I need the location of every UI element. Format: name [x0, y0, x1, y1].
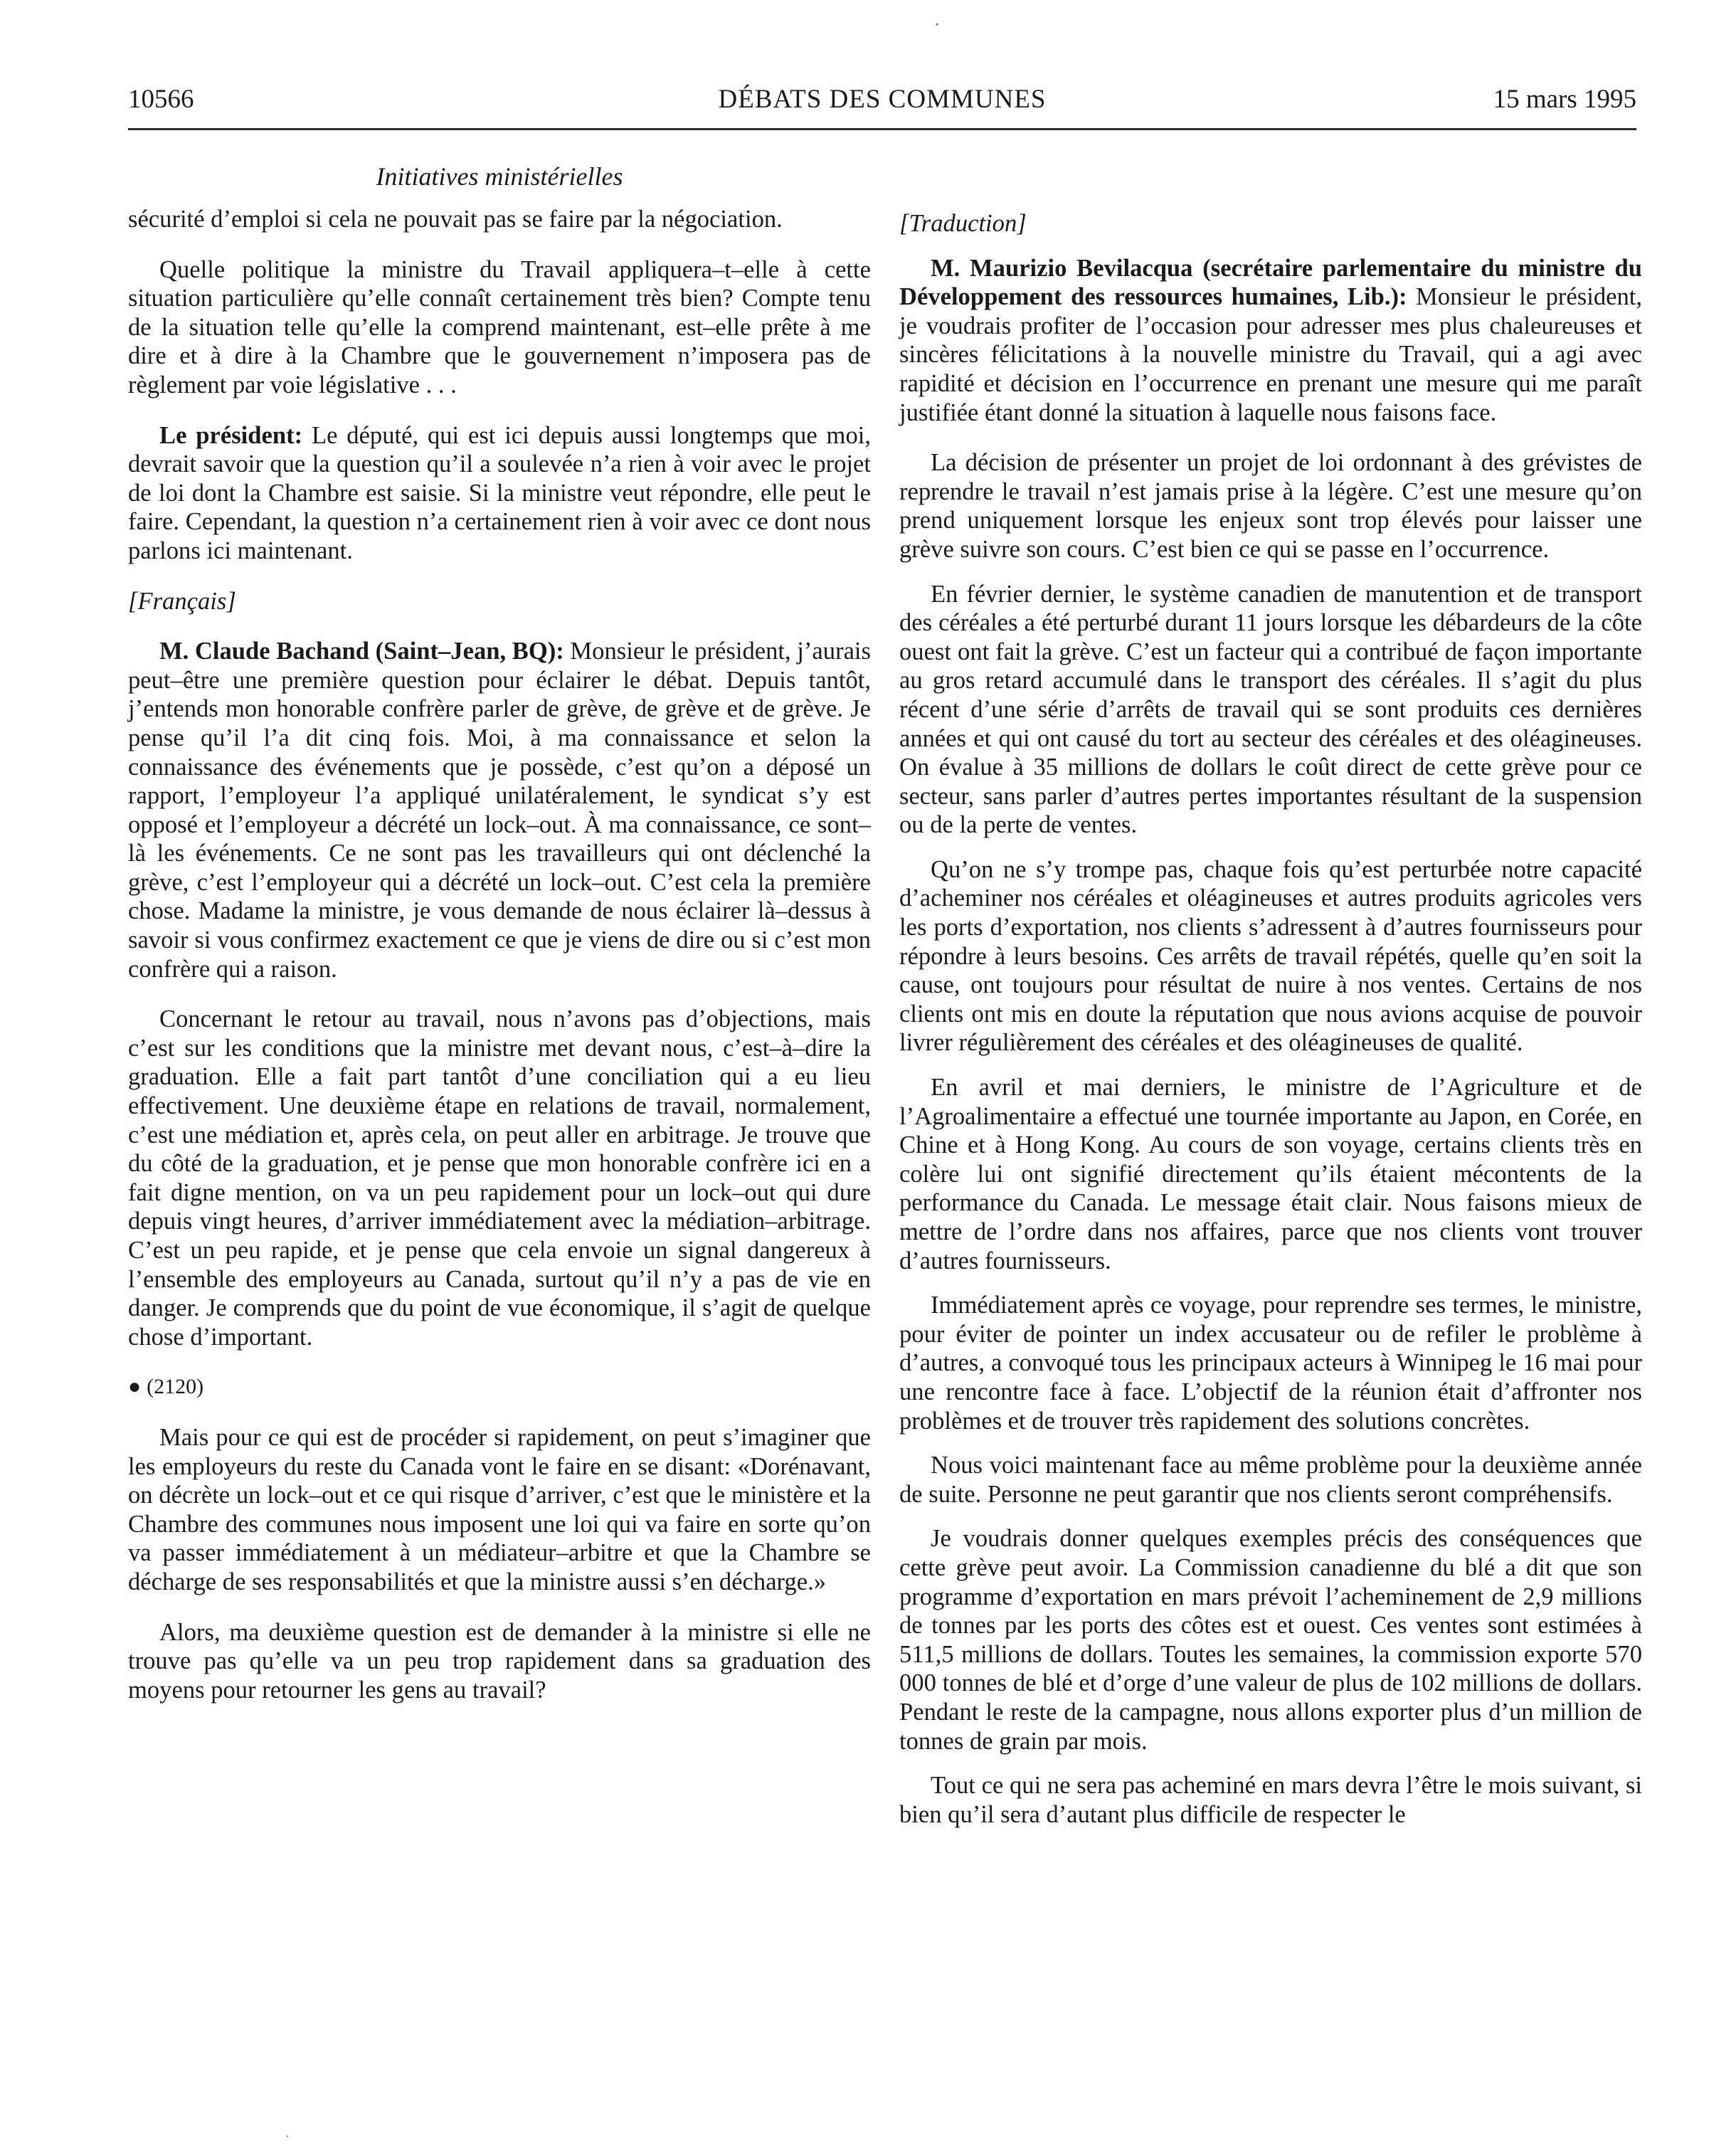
speech-text: Le député, qui est ici depuis aussi longtemps que moi, devrait savoir que la question qu’il a soulevée n’a rien à voir avec le projet de loi dont la Chambre est saisie. Si la ministre veut répondre, elle peut le faire. Cependant, la question n’a certainement rien à voir avec ce dont nous parlons ici maintenant. [128, 421, 871, 564]
paragraph: En avril et mai derniers, le ministre de l’Agriculture et de l’Agroalimentaire a effectué une tournée importante au Japon, en Corée, en Chine et à Hong Kong. Au cours de son voyage, certains clients très en colère lui ont signifié directement qu’ils étaient mécontents de la performance du Canada. Le message était clair. Nous faisons mieux de mettre de l’ordre dans nos affaires, parce que nos clients vont trouver d’autres fournisseurs. [899, 1074, 1642, 1274]
paragraph [899, 254, 1642, 428]
paragraph: sécurité d’emploi si cela ne pouvait pas se faire par la négociation. [128, 206, 783, 233]
speaker-name: M. Claude Bachand (Saint–Jean, BQ): [159, 638, 564, 665]
paragraph: Alors, ma deuxième question est de demander à la ministre si elle ne trouve pas qu’elle va un peu trop rapidement dans sa graduation des moyens pour retourner les gens au travail? [128, 1618, 871, 1704]
paragraph: Immédiatement après ce voyage, pour reprendre ses termes, le ministre, pour éviter de pointer un index accusateur ou de refiler le problème à d’autres, a convoqué tous les principaux acteurs à Winnipeg le 16 mai pour une rencontre face à face. L’objectif de la réunion était d’affronter nos problèmes et de trouver très rapidement des solutions concrètes. [899, 1292, 1642, 1435]
time-marker-text: (2120) [147, 1375, 204, 1399]
section-title: Initiatives ministérielles [376, 162, 623, 191]
language-tag: [Traduction] [899, 210, 1027, 237]
right-column [899, 209, 1642, 1844]
paragraph: Je voudrais donner quelques exemples précis des conséquences que cette grève peut avoir. La Commission canadienne du blé a dit que son programme d’exportation en mars prévoit l’acheminement de 2,9 millions de tonnes par les ports des côtes est et ouest. Ces ventes sont estimées à 511,5 millions de dollars. Toutes les semaines, la commission exporte 570 000 tonnes de blé et d’orge d’une valeur de plus de 102 millions de dollars. Pendant le reste de la campagne, nous allons exporter plus d’un million de tonnes de grain par mois. [899, 1525, 1642, 1755]
left-column [128, 205, 871, 1726]
page-number: 10566 [128, 85, 194, 114]
issue-date: 15 mars 1995 [1493, 85, 1636, 114]
paragraph: Qu’on ne s’y trompe pas, chaque fois qu’est perturbée notre capacité d’acheminer nos céréales et oléagineuses et autres produits agricoles vers les ports d’exportation, nos clients s’adressent à d’autres fournisseurs pour répondre à leurs besoins. Ces arrêts de travail répétés, quelle qu’en soit la cause, ont toujours pour résultat de nuire à nos ventes. Certains de nos clients ont mis en doute la réputation que nous avions acquise de pouvoir livrer régulièrement des céréales et des oléagineuses de qualité. [899, 855, 1642, 1057]
page-header [128, 83, 1636, 130]
time-marker [128, 1373, 871, 1402]
paragraph: Tout ce qui ne sera pas acheminé en mars devra l’être le mois suivant, si bien qu’il sera d’autant plus difficile de respecter le [899, 1772, 1642, 1828]
paragraph: Mais pour ce qui est de procéder si rapidement, on peut s’imaginer que les employeurs du reste du Canada vont le faire en se disant: «Dorénavant, on décrète un lock–out et ce qui risque d’arriver, c’est que le ministère et la Chambre des communes nous imposent une loi qui va faire en sorte qu’on va passer immédiatement à un médiateur–arbitre et que la Chambre se décharge de ses responsabilités et que la ministre aussi s’en décharge.» [128, 1423, 871, 1595]
paragraph: Concernant le retour au travail, nous n’avons pas d’objections, mais c’est sur les conditions que la ministre met devant nous, c’est–à–dire la graduation. Elle a fait part tantôt d’une conciliation qui a eu lieu effectivement. Une deuxième étape en relations de travail, normalement, c’est une médiation et, après cela, on peut aller en arbitrage. Je trouve que du côté de la graduation, et je pense que mon honorable confrère ici en a fait digne mention, on va un peu rapidement pour un lock–out qui dure depuis vingt heures, d’arriver immédiatement avec la médiation–arbitrage. C’est un peu rapide, et je pense que cela envoie un signal dangereux à l’ensemble des employeurs au Canada, surtout qu’il n’y a pas de vie en danger. Je comprends que du point de vue économique, il s’agit de quelque chose d’important. [128, 1005, 871, 1351]
bullet-icon: ● [128, 1375, 142, 1399]
speaker-name: Le président: [159, 421, 303, 449]
speaker-name: M. Maurizio Bevilacqua (secrétaire parlementaire du ministre du Développement des ressources humaines, Lib.): [899, 254, 1642, 311]
paragraph: Quelle politique la ministre du Travail appliquera–t–elle à cette situation particulière qu’elle connaît certainement très bien? Compte tenu de la situation telle qu’elle la comprend maintenant, est–elle prête à me dire et à dire à la Chambre que le gouvernement n’imposera pas de règlement par voie législative . . . [128, 255, 871, 398]
language-tag: [Français] [128, 587, 236, 615]
paragraph: Nous voici maintenant face au même problème pour la deuxième année de suite. Personne ne peut garantir que nos clients seront compréhensifs. [899, 1452, 1642, 1508]
paragraph: La décision de présenter un projet de loi ordonnant à des grévistes de reprendre le travail n’est jamais prise à la légère. C’est une mesure qu’on prend uniquement lorsque les enjeux sont trop élevés pour laisser une grève suivre son cours. C’est bien ce qui se passe en l’occurrence. [899, 449, 1642, 563]
paragraph: En février dernier, le système canadien de manutention et de transport des céréales a été perturbé durant 11 jours lorsque les débardeurs de la côte ouest ont fait la grève. C’est un facteur qui a contribué de façon importante au gros retard accumulé dans le transport des céréales. Il s’agit du plus récent d’une série d’arrêts de travail qui se sont produits ces dernières années et qui ont causé du tort au secteur des céréales et des oléagineuses. On évalue à 35 millions de dollars le coût direct de cette grève pour ce secteur, sans parler d’autres pertes importantes résultant de la suspension ou de la perte de ventes. [899, 580, 1642, 839]
speech-text: Monsieur le président, je voudrais profiter de l’occasion pour adresser mes plus chaleureuses et sincères félicitations à la nouvelle ministre du Travail, qui a agi avec rapidité et décision en l’occurrence en prenant une mesure qui me paraît justifiée étant donné la situation à laquelle nous faisons face. [899, 283, 1642, 426]
paragraph [128, 637, 871, 983]
paragraph [128, 421, 871, 566]
scan-mark-top: · [933, 13, 941, 36]
speech-text: Monsieur le président, j’aurais peut–être une première question pour éclairer le débat. Depuis tantôt, j’entends mon honorable confrère parler de grève, de grève et de grève. Je pense qu’il l’a dit cinq fois. Moi, à ma connaissance et selon la connaissance des événements que je possède, c’est qu’on a déposé un rapport, l’employeur l’a appliqué unilatéralement, le syndicat s’y est opposé et l’employeur a décrété un lock–out. À ma connaissance, ce sont–là les événements. Ce ne sont pas les travailleurs qui ont déclenché la grève, c’est l’employeur qui a décrété un lock–out. C’est cela la première chose. Madame la ministre, je vous demande de nous éclairer là–dessus à savoir si vous confirmez exactement ce que je viens de dire ou si c’est mon confrère qui a raison. [128, 638, 871, 983]
publication-title: DÉBATS DES COMMUNES [718, 85, 1047, 114]
scan-mark-bottom: · [285, 2128, 290, 2146]
